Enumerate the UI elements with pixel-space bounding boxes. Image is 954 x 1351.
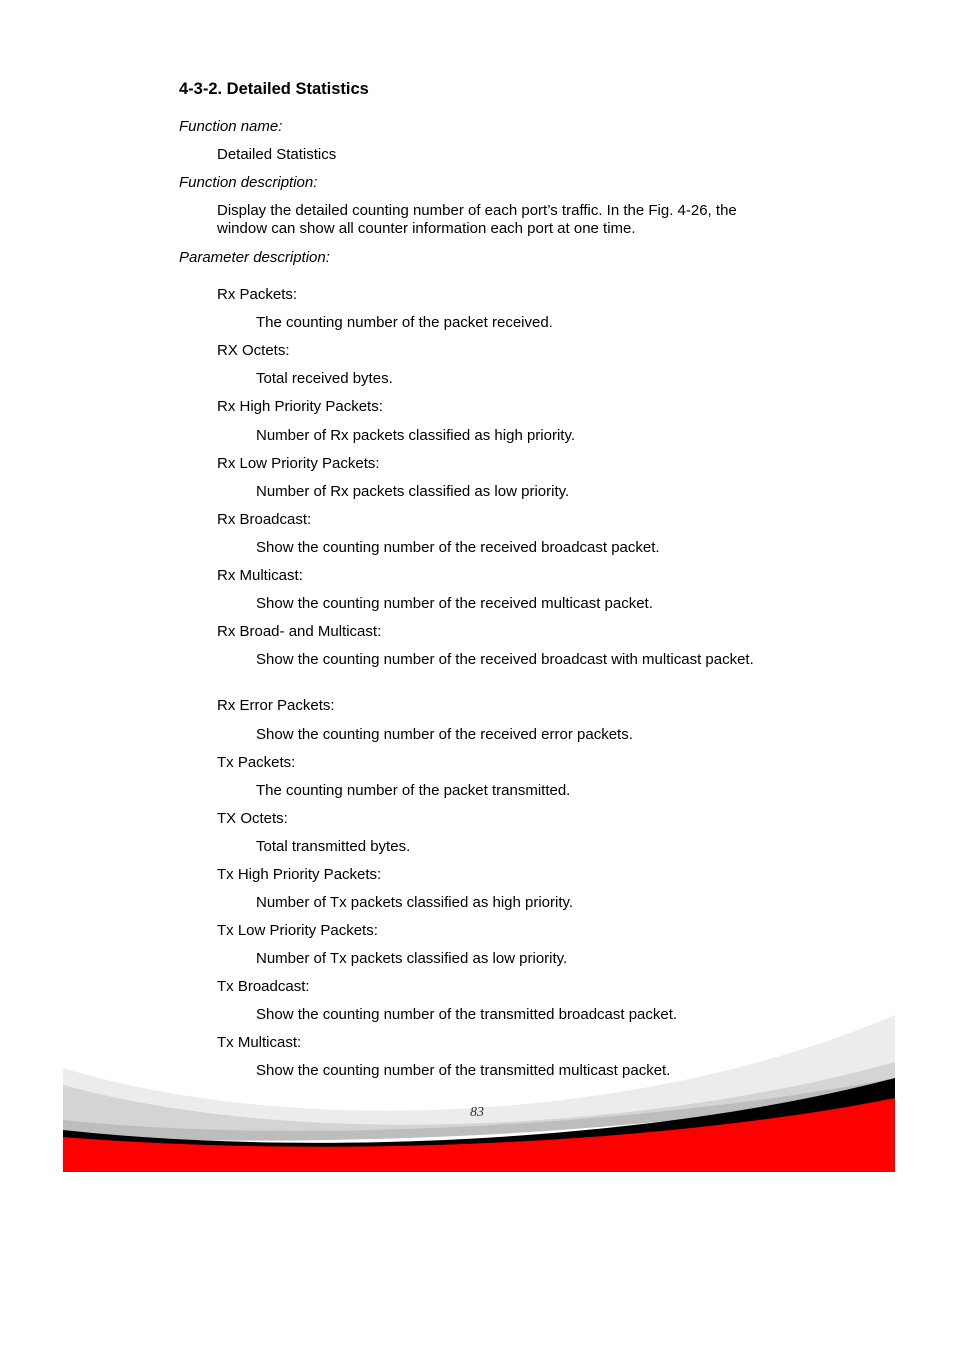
param-name: Rx Broad- and Multicast: [217, 623, 382, 640]
param-desc: The counting number of the packet received. [256, 314, 553, 331]
param-desc: The counting number of the packet transmitted. [256, 782, 571, 799]
param-name: Tx Low Priority Packets: [217, 922, 378, 939]
param-desc: Show the counting number of the transmitted broadcast packet. [256, 1006, 678, 1023]
param-desc: Total transmitted bytes. [256, 838, 411, 855]
param-name: Rx Packets: [217, 286, 298, 303]
page-number: 83 [470, 1105, 484, 1120]
function-description-label: Function description: [179, 174, 318, 191]
param-name: Tx Packets: [217, 754, 296, 771]
param-desc: Number of Tx packets classified as low priority. [256, 950, 568, 967]
param-desc: Number of Tx packets classified as high priority. [256, 894, 574, 911]
param-name: Rx Low Priority Packets: [217, 455, 380, 472]
param-name: Rx Broadcast: [217, 511, 312, 528]
param-name: Tx Multicast: [217, 1034, 302, 1051]
param-name: Tx Broadcast: [217, 978, 310, 995]
param-name: Rx High Priority Packets: [217, 398, 383, 415]
param-name: Tx High Priority Packets: [217, 866, 382, 883]
param-name: TX Octets: [217, 810, 288, 827]
param-name: Rx Multicast: [217, 567, 303, 584]
function-name-label: Function name: [179, 118, 283, 135]
param-desc: Number of Rx packets classified as low priority. [256, 483, 570, 500]
section-title: 4-3-2. Detailed Statistics [179, 80, 369, 98]
param-name: RX Octets: [217, 342, 290, 359]
param-desc: Show the counting number of the transmitted multicast packet. [256, 1062, 671, 1079]
param-desc: Show the counting number of the received broadcast with multicast packet. [256, 651, 754, 668]
param-desc: Number of Rx packets classified as high priority. [256, 427, 576, 444]
param-desc: Total received bytes. [256, 370, 393, 387]
param-desc: Show the counting number of the received error packets. [256, 726, 633, 743]
parameter-description-label: Parameter description: [179, 249, 330, 266]
function-name: Detailed Statistics [217, 146, 337, 163]
function-description: Display the detailed counting number of each port’s traffic. In the Fig. 4-26, the window can show all counter information each port at one time. [217, 202, 737, 237]
param-name: Rx Error Packets: [217, 697, 335, 714]
param-desc: Show the counting number of the received multicast packet. [256, 595, 653, 612]
param-desc: Show the counting number of the received broadcast packet. [256, 539, 660, 556]
